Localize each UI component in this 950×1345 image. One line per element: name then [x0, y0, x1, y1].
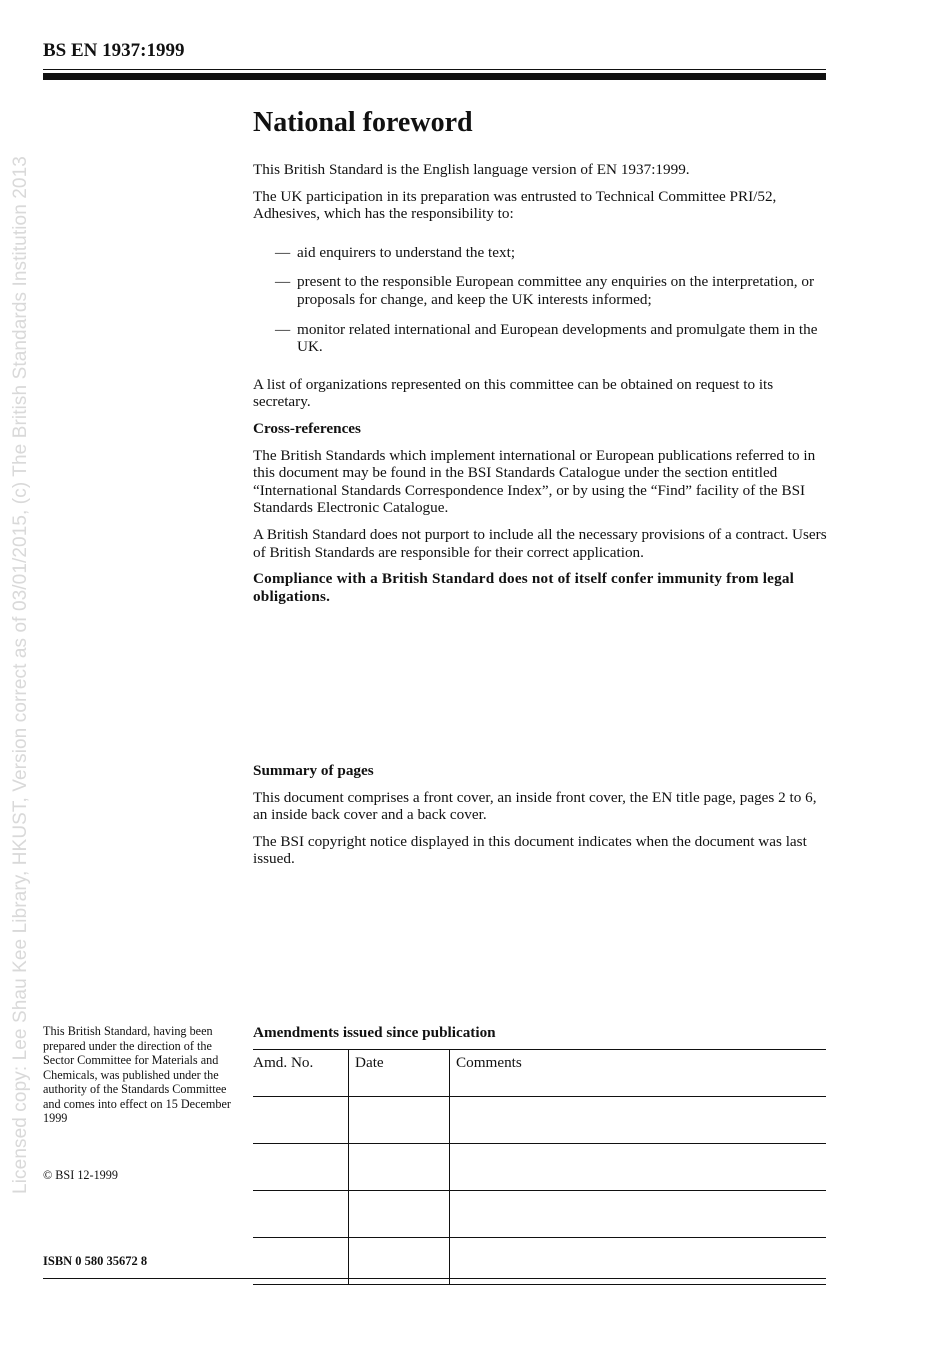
table-cell: [450, 1191, 827, 1238]
summary-paragraph: This document comprises a front cover, an inside front cover, the EN title page, pages 2 to 6, an inside back cover and a back cover.: [253, 788, 817, 824]
table-header-row: [253, 1050, 826, 1097]
table-cell: [450, 1144, 827, 1191]
list-item-text: present to the responsible European committee any enquiries on the interpretation, or proposals for change, and keep the UK interests informed;: [297, 273, 815, 308]
header-rule-thick: [43, 73, 826, 80]
summary-of-pages-section: [253, 762, 828, 877]
list-item-text: monitor related international and European developments and promulgate them in the UK.: [297, 320, 818, 356]
table-cell: [253, 1144, 349, 1191]
column-header-comments: Comments: [450, 1050, 827, 1097]
column-header-amd-no: Amd. No.: [253, 1050, 349, 1097]
column-header-date: Date: [349, 1050, 450, 1097]
dash-marker: —: [275, 273, 291, 291]
header-rule-thin: [43, 69, 826, 70]
copyright-notice-paragraph: The BSI copyright notice displayed in this document indicates when the document was last issued.: [253, 832, 807, 868]
table-cell: [349, 1191, 450, 1238]
table-row: [253, 1144, 826, 1191]
dash-marker: —: [275, 320, 291, 338]
table-cell: [349, 1144, 450, 1191]
amendments-table: [253, 1049, 826, 1285]
standard-number: BS EN 1937:1999: [43, 40, 185, 61]
table-row: [253, 1097, 826, 1144]
responsibility-list: [253, 244, 828, 356]
amendments-title: Amendments issued since publication: [253, 1024, 496, 1041]
cross-references-paragraph: The British Standards which implement international or European publications referred to in this document may be found in the BSI Standards Catalogue under the section entitled “International Standards Correspondence Index”, or by using the “Find” facility of the BSI Standards Electronic Catalogue.: [253, 446, 816, 517]
provisions-paragraph: A British Standard does not purport to include all the necessary provisions of a contract. Users of British Standards are responsible for their correct application.: [253, 525, 827, 561]
list-item: [253, 244, 828, 262]
footer-rule: [43, 1278, 826, 1279]
page-title: National foreword: [253, 107, 473, 138]
license-watermark: Licensed copy: Lee Shau Kee Library, HKUST, Version correct as of 03/01/2015, (c) The British Standards Institution 2013: [10, 156, 31, 1194]
organizations-paragraph: A list of organizations represented on this committee can be obtained on request to its secretary.: [253, 375, 774, 411]
national-foreword-section: [253, 105, 828, 614]
publication-note: This British Standard, having been prepared under the direction of the Sector Committee for Materials and Chemicals, was published under the authority of the Standards Committee and comes into effect on 15 December 1999: [43, 1024, 231, 1125]
isbn: ISBN 0 580 35672 8: [43, 1254, 148, 1268]
dash-marker: —: [275, 243, 291, 261]
list-item: [253, 321, 828, 356]
committee-paragraph: The UK participation in its preparation was entrusted to Technical Committee PRI/52, Adhesives, which has the responsibility to:: [253, 187, 777, 223]
compliance-note: Compliance with a British Standard does not of itself confer immunity from legal obligations.: [253, 570, 795, 605]
table-cell: [253, 1097, 349, 1144]
cross-references-heading: Cross-references: [253, 419, 361, 437]
list-item: [253, 273, 828, 308]
table-cell: [349, 1097, 450, 1144]
copyright-line: © BSI 12-1999: [43, 1168, 118, 1182]
intro-paragraph: This British Standard is the English language version of EN 1937:1999.: [253, 161, 690, 178]
table-cell: [450, 1097, 827, 1144]
table-row: [253, 1191, 826, 1238]
list-item-text: aid enquirers to understand the text;: [297, 243, 516, 261]
table-cell: [253, 1191, 349, 1238]
summary-heading: Summary of pages: [253, 762, 374, 779]
